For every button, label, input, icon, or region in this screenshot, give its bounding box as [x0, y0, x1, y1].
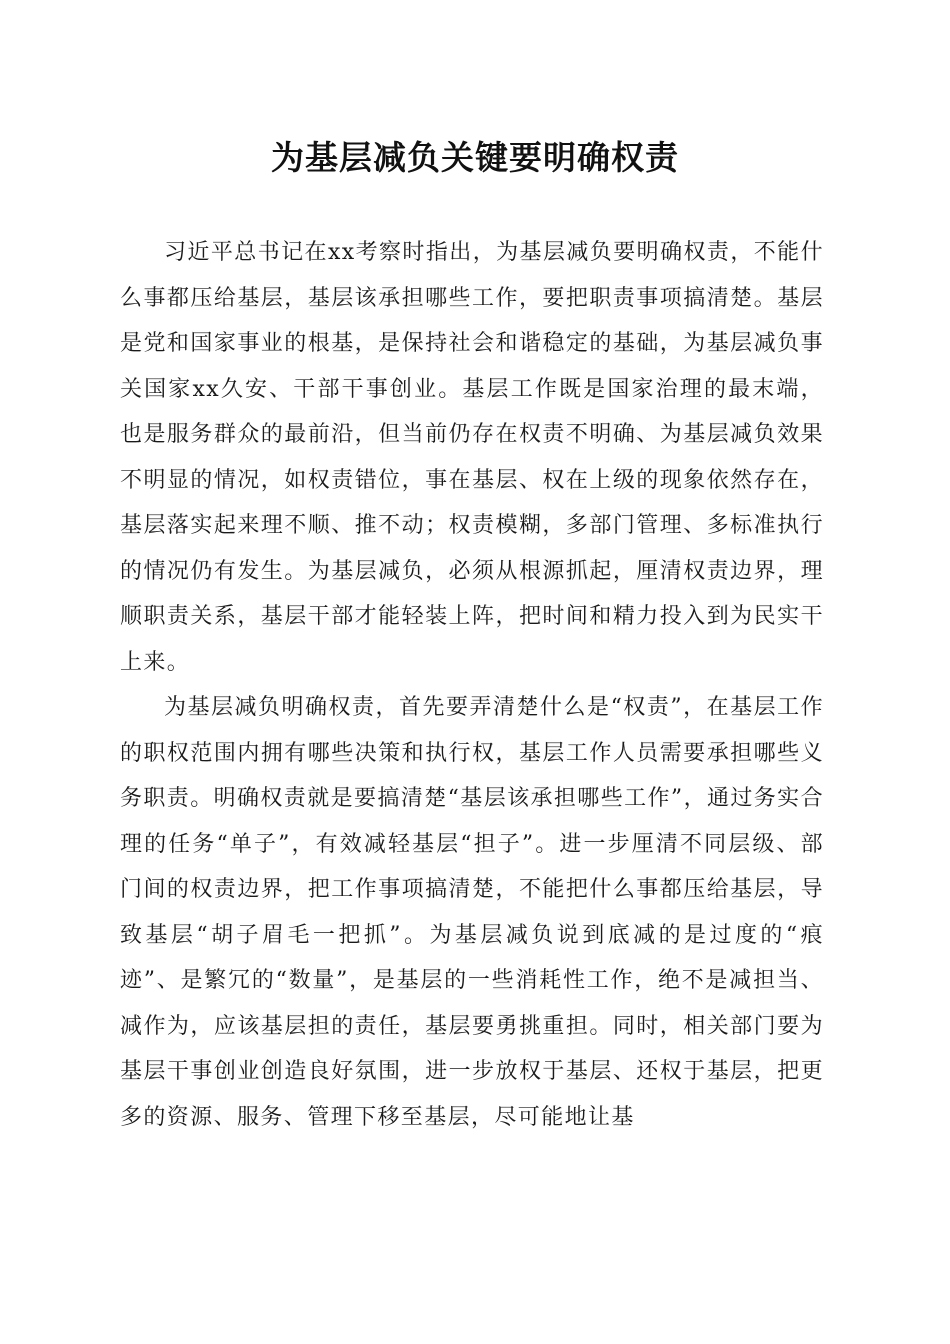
document-body: [120, 230, 824, 1140]
paragraph-1: 习近平总书记在xx考察时指出，为基层减负要明确权责，不能什么事都压给基层，基层该承担哪些工作，要把职责事项搞清楚。基层是党和国家事业的根基，是保持社会和谐稳定的基础，为基层减负事关国家xx久安、干部干事创业。基层工作既是国家治理的最末端，也是服务群众的最前沿，但当前仍存在权责不明确、为基层减负效果不明显的情况，如权责错位，事在基层、权在上级的现象依然存在，基层落实起来理不顺、推不动；权责模糊，多部门管理、多标准执行的情况仍有发生。为基层减负，必须从根源抓起，厘清权责边界，理顺职责关系，基层干部才能轻装上阵，把时间和精力投入到为民实干上来。: [120, 240, 824, 675]
paragraph-2: 为基层减负明确权责，首先要弄清楚什么是“权责”，在基层工作的职权范围内拥有哪些决策和执行权，基层工作人员需要承担哪些义务职责。明确权责就是要搞清楚“基层该承担哪些工作”，通过务实合理的任务“单子”，有效减轻基层“担子”。进一步厘清不同层级、部门间的权责边界，把工作事项搞清楚，不能把什么事都压给基层，导致基层“胡子眉毛一把抓”。为基层减负说到底减的是过度的“痕迹”、是繁冗的“数量”，是基层的一些消耗性工作，绝不是减担当、减作为，应该基层担的责任，基层要勇挑重担。同时，相关部门要为基层干事创业创造良好氛围，进一步放权于基层、还权于基层，把更多的资源、服务、管理下移至基层，尽可能地让基: [120, 695, 824, 1130]
document-title: 为基层减负关键要明确权责: [271, 138, 679, 177]
